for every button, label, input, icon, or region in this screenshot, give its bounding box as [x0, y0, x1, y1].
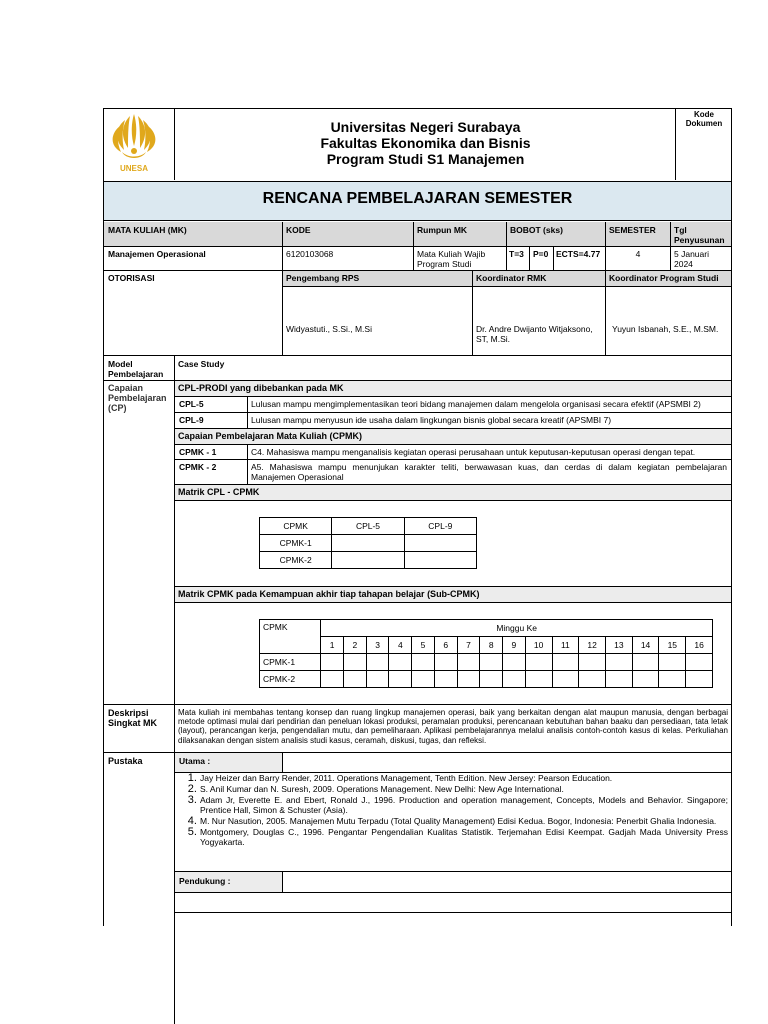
page-title: RENCANA PEMBELAJARAN SEMESTER	[262, 190, 573, 207]
kode-dokumen-label: Kode Dokumen	[685, 110, 723, 128]
matrik-sub-cell	[389, 671, 412, 688]
matrik-sub-cell	[457, 671, 480, 688]
matrik-sub-cell	[579, 654, 606, 671]
p-value: P=0	[533, 249, 549, 259]
utama-label: Utama :	[179, 756, 211, 766]
matrik-sub-cell	[366, 671, 389, 688]
ects-value: ECTS=4.77	[556, 249, 601, 259]
cpl-9-code: CPL-9	[179, 415, 204, 425]
unesa-logo	[106, 110, 162, 176]
week-15: 15	[659, 637, 686, 654]
prodi-name: Yuyun Isbanah, S.E., M.SM.	[612, 324, 719, 334]
faculty-name: Fakultas Ekonomika dan Bisnis	[320, 135, 531, 151]
tgl-value: 5 Januari 2024	[674, 249, 709, 269]
matrik-sub-row-cpmk2: CPMK-2	[260, 671, 321, 688]
week-16: 16	[686, 637, 713, 654]
matrik-sub-cell	[480, 671, 503, 688]
matrik-sub-cell	[412, 671, 435, 688]
matrik-sub-cell	[457, 654, 480, 671]
pengembang-label: Pengembang RPS	[286, 273, 360, 283]
matrik-sub-cell	[525, 654, 552, 671]
matrik-cpl-header: Matrik CPL - CPMK	[178, 487, 260, 497]
cpl-9-text: Lulusan mampu menyusun ide usaha dalam lingkungan bisnis global secara kreatif (APSMBI 7)	[251, 415, 612, 425]
deskripsi-text: Mata kuliah ini membahas tentang konsep dan ruang lingkup manajemen operasi, baik yang berkaitan dengan alat maupun manusia, dengan berbagai metode optimasi mulai dari pendirian dan peneluan lokasi produksi, peramalan produksi, perencanaan kebutuhan bahan baaku dan persediaan, tata letak (layout), perancangan kerja, pengendalian mutu, dan pemeliharaan. Aplikasi pembelajarannya melalui analisis contoh-contoh kasus di kelas. Perkuliahan dilaksanakan dengan sistem analisis studi kasus, ceramah, diskusi, tugas, dan refleksi.	[178, 708, 728, 745]
matrik-sub-cell	[366, 654, 389, 671]
week-11: 11	[552, 637, 579, 654]
cpmk-header: Capaian Pembelajaran Mata Kuliah (CPMK)	[178, 431, 363, 441]
university-name: Universitas Negeri Surabaya	[330, 119, 521, 135]
matrik-sub-cell	[389, 654, 412, 671]
utama-ref: 5. Montgomery, Douglas C., 1996. Pengantar Pengendalian Kualitas Statistik. Terjemahan Edisi Keempat. Gadjah Mada University Press Yogyakarta.	[200, 827, 728, 847]
pendukung-label: Pendukung :	[179, 876, 231, 886]
week-7: 7	[457, 637, 480, 654]
week-12: 12	[579, 637, 606, 654]
matrik-sub-cpmk-head: CPMK	[260, 620, 321, 654]
week-3: 3	[366, 637, 389, 654]
matrik-sub-cell	[659, 671, 686, 688]
week-1: 1	[321, 637, 344, 654]
week-4: 4	[389, 637, 412, 654]
mk-value: Manajemen Operasional	[108, 249, 206, 259]
pengembang-name: Widyastuti., S.Si., M.Si	[286, 324, 372, 334]
mk-label: MATA KULIAH (MK)	[108, 225, 187, 235]
kode-label: KODE	[286, 225, 311, 235]
cpmk-2-text: A5. Mahasiswa mampu menunjukan karakter teliti, berwawasan kuas, dan cerdas di dalam kegiatan pembelajaran Manajemen Operasional	[251, 462, 727, 482]
matrik-sub-cell	[412, 654, 435, 671]
prodi-label: Koordinator Program Studi	[609, 273, 719, 283]
matrik-sub-cell	[480, 654, 503, 671]
week-9: 9	[503, 637, 526, 654]
rumpun-label: Rumpun MK	[417, 225, 468, 235]
matrik-cpl-row-cpmk1: CPMK-1	[260, 535, 332, 552]
matrik-sub-cell	[503, 654, 526, 671]
matrik-sub-cell	[605, 654, 632, 671]
cpl-5-code: CPL-5	[179, 399, 204, 409]
matrik-sub-cell	[503, 671, 526, 688]
week-10: 10	[525, 637, 552, 654]
matrik-sub-cell	[434, 671, 457, 688]
rmk-name: Dr. Andre Dwijanto Witjaksono, ST, M.Si.	[476, 324, 593, 344]
matrik-sub-table	[259, 619, 713, 688]
matrik-sub-row-cpmk1: CPMK-1	[260, 654, 321, 671]
kode-value: 6120103068	[286, 249, 334, 259]
week-2: 2	[344, 637, 367, 654]
institution-heading	[176, 119, 675, 167]
matrik-sub-cell	[344, 671, 367, 688]
week-5: 5	[412, 637, 435, 654]
cpmk-2-code: CPMK - 2	[179, 462, 217, 472]
matrik-sub-cell	[605, 671, 632, 688]
model-value: Case Study	[178, 359, 225, 369]
matrik-sub-cell	[659, 654, 686, 671]
rmk-label: Koordinator RMK	[476, 273, 547, 283]
matrik-sub-cell	[552, 654, 579, 671]
rumpun-value: Mata Kuliah Wajib Program Studi	[417, 249, 486, 269]
matrik-sub-cell	[686, 671, 713, 688]
pustaka-label: Pustaka	[108, 756, 143, 766]
matrik-cpl-col-cpmk: CPMK	[260, 518, 332, 535]
matrik-cpl-cell	[332, 535, 404, 552]
matrik-sub-cell	[686, 654, 713, 671]
matrik-cpl-table	[259, 517, 477, 569]
matrik-sub-cell	[321, 671, 344, 688]
cpl-header: CPL-PRODI yang dibebankan pada MK	[178, 383, 344, 393]
week-6: 6	[434, 637, 457, 654]
matrik-sub-cell	[321, 654, 344, 671]
matrik-cpl-col-cpl9: CPL-9	[404, 518, 476, 535]
week-13: 13	[605, 637, 632, 654]
matrik-sub-cell	[344, 654, 367, 671]
cpmk-1-text: C4. Mahasiswa mampu menganalisis kegiatan operasi perusahaan untuk keputusan-keputusan operasi dengan tepat.	[251, 447, 696, 457]
utama-ref: 2. S. Anil Kumar dan N. Suresh, 2009. Operations Management. New Delhi: New Age International.	[200, 784, 728, 794]
cpmk-1-code: CPMK - 1	[179, 447, 217, 457]
matrik-sub-cell	[632, 654, 659, 671]
utama-ref: 3. Adam Jr, Everette E. and Ebert, Ronald J., 1996. Production and operation management, Concepts, Models and Behavior. Singapore; Prentice Hall, Simon & Schuster (Asia).	[200, 795, 728, 815]
matrik-sub-cell	[434, 654, 457, 671]
week-8: 8	[480, 637, 503, 654]
logo-text: UNESA	[119, 164, 148, 173]
semester-label: SEMESTER	[609, 225, 656, 235]
cpl-5-text: Lulusan mampu mengimplementasikan teori bidang manajemen dalam mengelola organisasi secara efektif (APSMBI 2)	[251, 399, 701, 409]
utama-ref: 4. M. Nur Nasution, 2005. Manajemen Mutu Terpadu (Total Quality Management) Edisi Kedua. Bogor, Indonesia: Penerbit Ghalia Indonesia.	[200, 816, 728, 826]
matrik-cpl-cell	[332, 552, 404, 569]
program-name: Program Studi S1 Manajemen	[326, 151, 525, 167]
otorisasi-label: OTORISASI	[108, 273, 155, 283]
deskripsi-label: Deskripsi Singkat MK	[108, 708, 158, 728]
matrik-sub-cell	[632, 671, 659, 688]
matrik-cpl-row-cpmk2: CPMK-2	[260, 552, 332, 569]
utama-list	[180, 773, 728, 848]
matrik-sub-minggu-head: Minggu Ke	[321, 620, 713, 637]
matrik-cpl-col-cpl5: CPL-5	[332, 518, 404, 535]
matrik-cpl-cell	[404, 552, 476, 569]
matrik-sub-cell	[579, 671, 606, 688]
matrik-sub-header: Matrik CPMK pada Kemampuan akhir tiap tahapan belajar (Sub-CPMK)	[178, 589, 480, 599]
matrik-cpl-cell	[404, 535, 476, 552]
model-label: Model Pembelajaran	[108, 359, 164, 379]
utama-ref: 1. Jay Heizer dan Barry Render, 2011. Operations Management, Tenth Edition. New Jersey: Pearson Education.	[200, 773, 728, 783]
t-value: T=3	[509, 249, 524, 259]
matrik-sub-cell	[525, 671, 552, 688]
week-14: 14	[632, 637, 659, 654]
semester-value: 4	[635, 249, 641, 259]
matrik-sub-cell	[552, 671, 579, 688]
cp-label: Capaian Pembelajaran (CP)	[108, 383, 167, 413]
tgl-label: Tgl Penyusunan	[674, 225, 725, 245]
bobot-label: BOBOT (sks)	[510, 225, 563, 235]
